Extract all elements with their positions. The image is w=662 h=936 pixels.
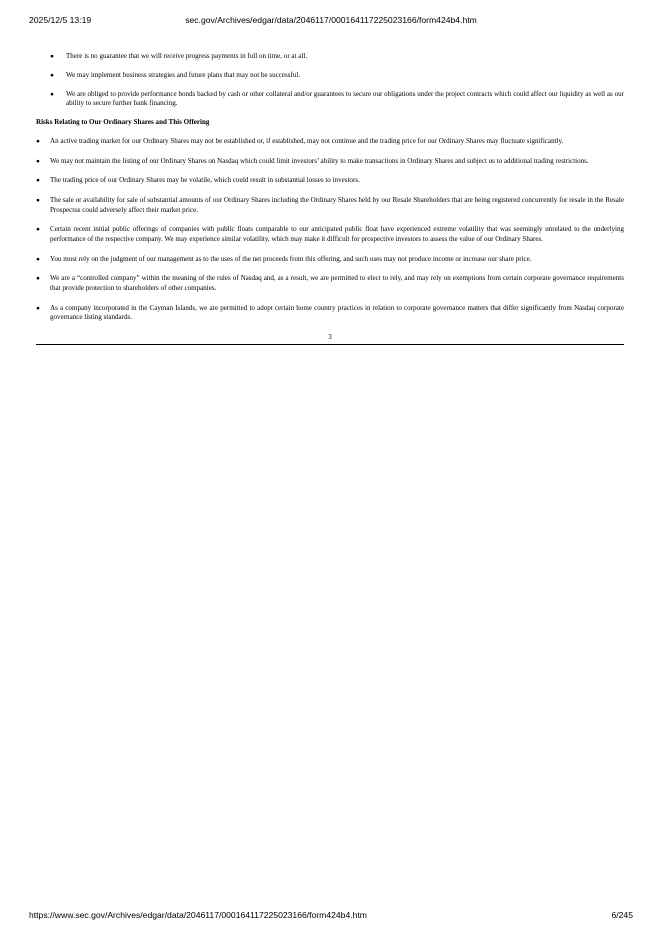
bullet-icon: ●: [50, 91, 54, 98]
print-page-count: 6/245: [611, 910, 633, 920]
risk-bullet-item: [36, 274, 624, 293]
bullet-icon: ●: [36, 275, 40, 283]
bullet-text: Certain recent initial public offerings of companies with public floats comparable to our anticipated public float have experienced extreme volatility that was seemingly unrelated to the underlying performance of the respective company. We may experience similar volatility, which may make it difficult for prospective investors to assess the value of our Ordinary Shares.: [50, 225, 624, 243]
print-title-url: sec.gov/Archives/edgar/data/2046117/000164117225023166/form424b4.htm: [185, 15, 477, 25]
print-datetime: 2025/12/5 13:19: [29, 15, 92, 25]
bullet-text: We are obliged to provide performance bonds backed by cash or other collateral and/or guarantees to secure our obligations under the project contracts which could affect our liquidity as well as our ability to secure further bank financing.: [66, 90, 624, 108]
risk-bullet-item: [36, 255, 624, 264]
risk-bullet-item: [36, 196, 624, 215]
page-divider: [36, 344, 624, 345]
bullet-text: The trading price of our Ordinary Shares may be volatile, which could result in substantial losses to investors.: [50, 176, 360, 185]
bullet-text: You must rely on the judgment of our management as to the uses of the net proceeds from this offering, and such uses may not produce income or increase our share price.: [50, 254, 532, 263]
sub-bullet-item: [36, 90, 624, 109]
risk-bullet-item: [36, 176, 624, 185]
bullet-icon: ●: [36, 157, 40, 165]
bullet-text: The sale or availability for sale of substantial amounts of our Ordinary Shares including the Ordinary Shares held by our Resale Shareholders that are being registered concurrently for resale in the Resale Prospectus could adversely affect their market price.: [50, 196, 624, 214]
section-heading: Risks Relating to Our Ordinary Shares and This Offering: [36, 118, 210, 127]
risk-bullet-item: [36, 157, 624, 166]
risk-bullet-item: [36, 137, 624, 146]
bullet-text: We may implement business strategies and future plans that may not be successful.: [66, 71, 301, 79]
risk-bullet-item: [36, 304, 624, 323]
bullet-text: We are a “controlled company” within the meaning of the rules of Nasdaq and, as a result, we are permitted to elect to rely, and may rely on exemptions from certain corporate governance requirements that provide protection to shareholders of other companies.: [50, 274, 624, 292]
print-footer-url: https://www.sec.gov/Archives/edgar/data/2046117/000164117225023166/form424b4.htm: [29, 910, 367, 920]
page-number: 3: [328, 332, 332, 341]
bullet-icon: ●: [36, 197, 40, 205]
document-body: [36, 52, 624, 345]
risk-bullet-item: [36, 225, 624, 244]
bullet-icon: ●: [36, 255, 40, 263]
bullet-icon: ●: [50, 72, 54, 79]
sub-bullet-item: [36, 52, 624, 61]
bullet-icon: ●: [36, 177, 40, 185]
bullet-icon: ●: [36, 304, 40, 312]
sub-bullet-item: [36, 71, 624, 80]
bullet-text: There is no guarantee that we will receive progress payments in full on time, or at all.: [66, 52, 308, 60]
bullet-icon: ●: [36, 137, 40, 145]
bullet-icon: ●: [50, 53, 54, 60]
bullet-text: As a company incorporated in the Cayman Islands, we are permitted to adopt certain home country practices in relation to corporate governance matters that differ significantly from Nasdaq corporate governance listing standards.: [50, 303, 624, 322]
bullet-icon: ●: [36, 226, 40, 234]
bullet-text: We may not maintain the listing of our Ordinary Shares on Nasdaq which could limit investors’ ability to make transactions in Ordinary Shares and subject us to additional trading restrictions.: [50, 156, 589, 165]
bullet-text: An active trading market for our Ordinary Shares may not be established or, if established, may not continue and the trading price for our Ordinary Shares may fluctuate significantly.: [50, 136, 564, 145]
